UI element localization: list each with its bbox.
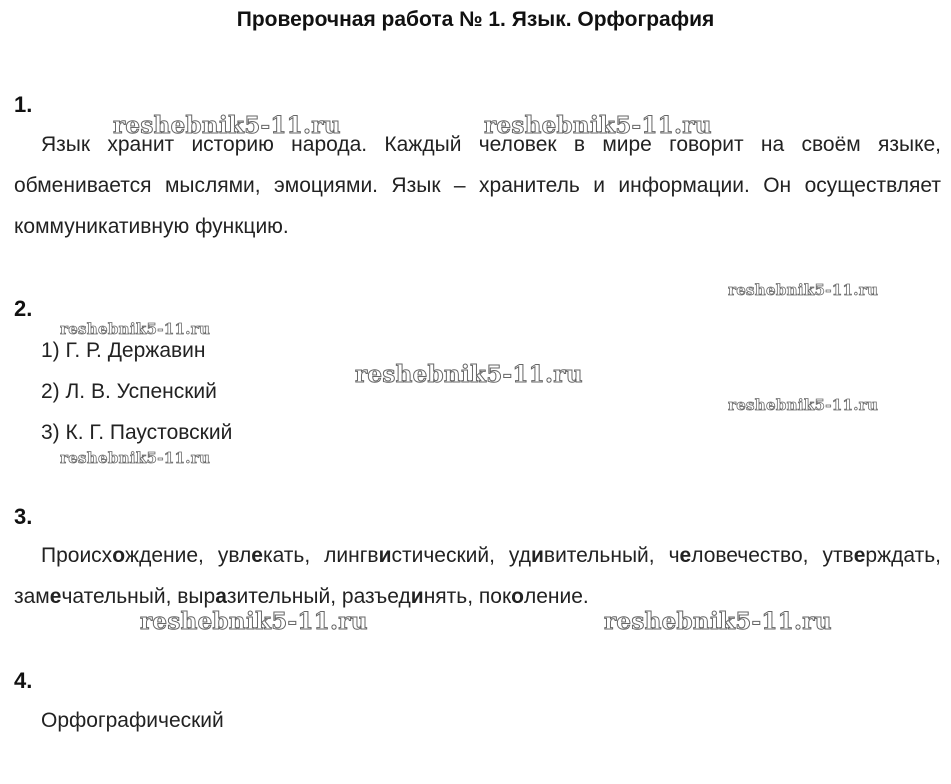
task-2-item-2: 2) Л. В. Успенский — [41, 380, 217, 403]
watermark: reshebnik5-11.ru — [604, 608, 832, 635]
watermark: reshebnik5-11.ru — [355, 361, 583, 388]
task-4-number: 4. — [14, 668, 33, 693]
task-1-number: 1. — [14, 92, 33, 117]
word-5: человечество, — [668, 544, 823, 567]
page-title: Проверочная работа № 1. Язык. Орфография — [236, 8, 715, 31]
watermark: reshebnik5-11.ru — [60, 320, 211, 338]
task-2-item-1: 1) Г. Р. Державин — [41, 339, 206, 362]
watermark: reshebnik5-11.ru — [113, 112, 341, 139]
task-4-text: Орфографический — [41, 709, 224, 732]
word-7: замечательный, — [14, 585, 178, 608]
task-3-number: 3. — [14, 504, 33, 529]
task-2-item-3: 3) К. Г. Паустовский — [41, 421, 233, 444]
word-2: увлекать, — [217, 544, 325, 567]
word-6: утверждать, — [822, 544, 941, 567]
watermark: reshebnik5-11.ru — [728, 396, 879, 414]
word-4: удивительный, — [508, 544, 669, 567]
word-8: выразительный, — [177, 585, 342, 608]
task-3-text — [14, 535, 941, 617]
word-9: разъединять, — [341, 585, 479, 608]
word-3: лингвистический, — [324, 544, 509, 567]
task-1-text: Язык хранит историю народа. Каждый человек в мире говорит на своём языке, обменивается мыслями, эмоциями. Язык – хранитель и информации. Он осуществляет коммуникативную функцию. — [14, 133, 941, 238]
watermark: reshebnik5-11.ru — [140, 608, 368, 635]
watermark: reshebnik5-11.ru — [60, 449, 211, 467]
word-10: поколение. — [478, 585, 589, 608]
task-2-number: 2. — [14, 296, 33, 321]
watermark: reshebnik5-11.ru — [484, 112, 712, 139]
word-1: Происхождение, — [41, 544, 218, 567]
watermark: reshebnik5-11.ru — [728, 281, 879, 299]
